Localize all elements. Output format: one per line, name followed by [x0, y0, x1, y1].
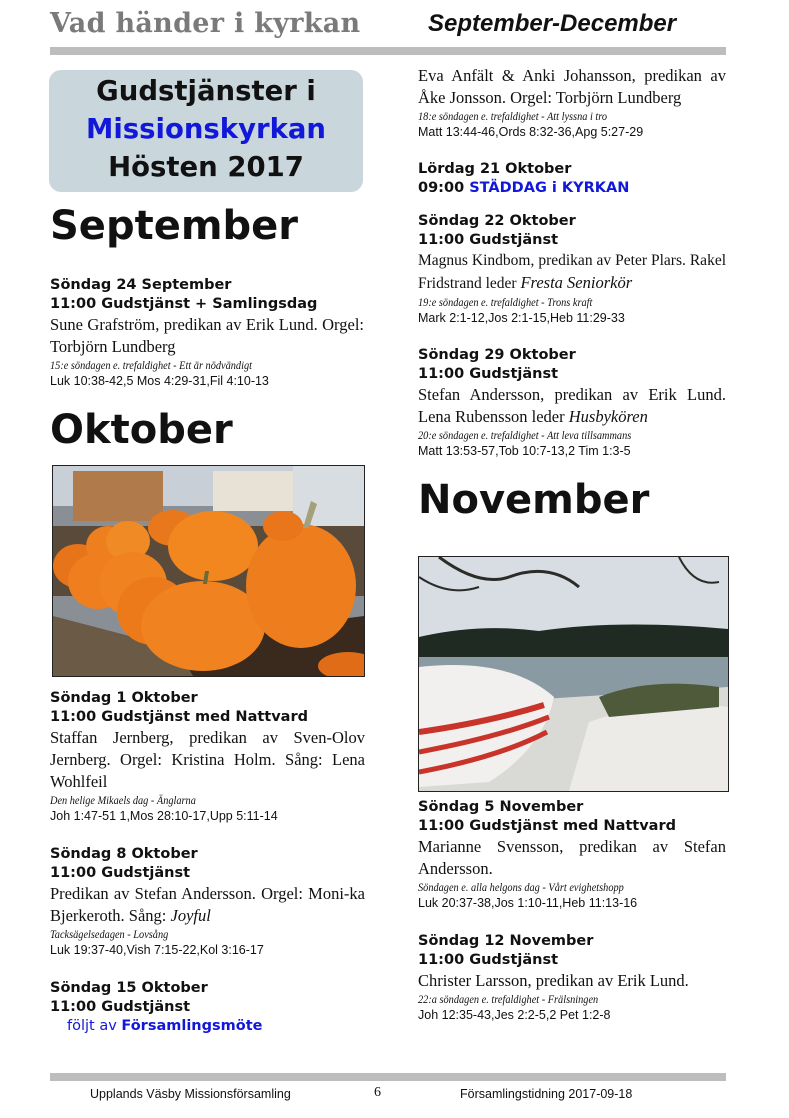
- event-sunday: 15:e söndagen e. trefaldighet - Ett är nödvändigt: [50, 358, 252, 372]
- event-time: 11:00 Gudstjänst: [50, 999, 191, 1015]
- followed-prefix: följt av: [67, 1018, 117, 1034]
- event-description: Staffan Jernberg, predikan av Sven-Olov Jernberg. Orgel: Kristina Holm. Sång: Lena Wohlfeil: [50, 728, 365, 791]
- event-description: Sune Grafström, predikan av Erik Lund. Orgel: Torbjörn Lundberg: [50, 315, 364, 356]
- followed-event: Församlingsmöte: [121, 1018, 263, 1034]
- event-time: 11:00 Gudstjänst: [418, 952, 559, 968]
- event-date: Söndag 15 Oktober: [50, 980, 208, 996]
- event-sep24: [50, 276, 364, 389]
- pumpkin-photo: [52, 465, 365, 677]
- event-sunday: 22:a söndagen e. trefaldighet - Frälsningen: [418, 992, 599, 1006]
- event-sunday: 19:e söndagen e. trefaldighet - Trons kraft: [418, 295, 593, 309]
- event-description: [50, 883, 365, 927]
- event-sunday: 18:e söndagen e. trefaldighet - Att lyssna i tro: [418, 109, 608, 123]
- event-time: 09:00: [418, 180, 465, 196]
- event-okt15-start: [50, 979, 365, 1036]
- event-description-text: Predikan av Stefan Andersson. Orgel: Moni-ka Bjerkeroth. Sång:: [50, 884, 365, 925]
- pumpkin-illustration: [53, 466, 364, 676]
- event-time: 11:00 Gudstjänst: [418, 232, 559, 248]
- event-okt1: [50, 689, 365, 824]
- event-date: Söndag 8 Oktober: [50, 846, 198, 862]
- event-refs: Joh 1:47-51 1,Mos 28:10-17,Upp 5:11-14: [50, 809, 278, 823]
- event-time: 11:00 Gudstjänst med Nattvard: [50, 709, 308, 725]
- header-left-title: Vad händer i kyrkan: [50, 8, 361, 39]
- event-refs: Luk 20:37-38,Jos 1:10-11,Heb 11:13-16: [418, 896, 638, 910]
- event-nov5: [418, 798, 726, 911]
- header-rule: [50, 47, 726, 55]
- title-line-2: Missionskyrkan: [86, 113, 326, 145]
- page-number: 6: [374, 1085, 381, 1100]
- event-refs: Joh 12:35-43,Jes 2:2-5,2 Pet 1:2-8: [418, 1008, 611, 1022]
- lake-boat-photo: [418, 556, 729, 792]
- header-right-title: September-December: [428, 10, 677, 37]
- event-date: Lördag 21 Oktober: [418, 161, 572, 177]
- event-description: Christer Larsson, predikan av Erik Lund.: [418, 971, 689, 990]
- event-description-italic: Fresta Seniorkör: [520, 273, 633, 292]
- event-date: Söndag 12 November: [418, 933, 594, 949]
- event-followed-by: [50, 1017, 365, 1036]
- event-nov12: [418, 932, 726, 1023]
- event-description-italic: Joyful: [170, 906, 211, 925]
- event-time: 11:00 Gudstjänst + Samlingsdag: [50, 296, 318, 312]
- event-time: 11:00 Gudstjänst: [418, 366, 559, 382]
- event-okt21: [418, 160, 726, 198]
- event-sunday: Tacksägelsedagen - Lovsång: [50, 927, 169, 941]
- event-description: Marianne Svensson, predikan av Stefan Andersson.: [418, 837, 726, 878]
- event-refs: Mark 2:1-12,Jos 2:1-15,Heb 11:29-33: [418, 311, 625, 325]
- event-date: Söndag 29 Oktober: [418, 347, 576, 363]
- event-description: [418, 250, 726, 295]
- event-date: Söndag 1 Oktober: [50, 690, 198, 706]
- event-sunday: Söndagen e. alla helgons dag - Vårt evighetshopp: [418, 880, 624, 894]
- footer-organization: Upplands Väsby Missionsförsamling: [90, 1087, 291, 1101]
- event-okt15-cont: [418, 65, 726, 140]
- event-time-line: [418, 179, 726, 198]
- event-description: Eva Anfält & Anki Johansson, predikan av Åke Jonsson. Orgel: Torbjörn Lundberg: [418, 66, 726, 107]
- event-description: [418, 384, 726, 428]
- month-heading-september: September: [50, 203, 298, 249]
- event-date: Söndag 5 November: [418, 799, 584, 815]
- event-description-text: Stefan Andersson, predikan av Erik Lund. Lena Rubensson leder: [418, 385, 726, 426]
- event-refs: Matt 13:44-46,Ords 8:32-36,Apg 5:27-29: [418, 125, 644, 139]
- title-box: [49, 70, 363, 192]
- event-date: Söndag 24 September: [50, 277, 232, 293]
- footer-rule: [50, 1073, 726, 1081]
- month-heading-november: November: [418, 477, 650, 523]
- footer-publication: Församlingstidning 2017-09-18: [460, 1087, 633, 1101]
- event-description-text: Magnus Kindbom, predikan av Peter Plars. Rakel Fridstrand leder: [418, 252, 726, 292]
- event-time: 11:00 Gudstjänst med Nattvard: [418, 818, 676, 834]
- month-heading-oktober: Oktober: [50, 407, 233, 453]
- event-time: 11:00 Gudstjänst: [50, 865, 191, 881]
- event-date: Söndag 22 Oktober: [418, 213, 576, 229]
- title-line-1: Gudstjänster i: [96, 75, 316, 107]
- event-sunday: Den helige Mikaels dag - Änglarna: [50, 793, 196, 807]
- event-sunday: 20:e söndagen e. trefaldighet - Att leva tillsammans: [418, 428, 632, 442]
- event-okt22: [418, 212, 726, 326]
- event-refs: Matt 13:53-57,Tob 10:7-13,2 Tim 1:3-5: [418, 444, 631, 458]
- event-title: STÄDDAG i KYRKAN: [469, 180, 630, 196]
- event-refs: Luk 10:38-42,5 Mos 4:29-31,Fil 4:10-13: [50, 374, 269, 388]
- event-okt29: [418, 346, 726, 459]
- event-description-italic: Husbykören: [568, 407, 648, 426]
- event-okt8: [50, 845, 365, 958]
- event-refs: Luk 19:37-40,Vish 7:15-22,Kol 3:16-17: [50, 943, 264, 957]
- title-line-3: Hösten 2017: [108, 151, 304, 183]
- lake-boat-illustration: [419, 557, 728, 791]
